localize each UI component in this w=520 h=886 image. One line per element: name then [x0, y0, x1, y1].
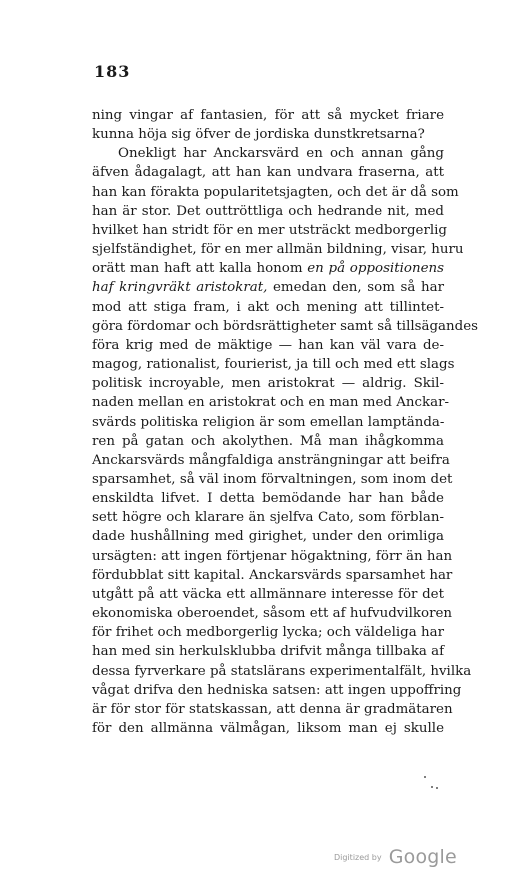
google-logo: Google [388, 846, 457, 868]
text-line: ursägten: att ingen förtjenar högaktning, förr än han [92, 548, 453, 564]
text-line: mod att stiga fram, i akt och mening att tillintet- [92, 299, 444, 315]
text-line [92, 278, 444, 297]
text-line: äfven ådagalagt, att han kan undvara fraserna, att [92, 165, 444, 181]
text-line: magog, rationalist, fourierist, ja till och med ett slags [92, 357, 455, 373]
text-line: vågat drifva den hedniska satsen: att ingen uppoffring [92, 682, 462, 698]
text-line: han med sin herkulsklubba drifvit många tillbaka af [92, 644, 445, 660]
text-line: kunna höja sig öfver de jordiska dunstkretsarna? [92, 127, 425, 143]
body-text [92, 106, 479, 738]
ink-speck [436, 787, 438, 789]
text-segment: emedan den, som så har [267, 280, 444, 296]
text-line: politisk incroyable, men aristokrat — aldrig. Skil- [92, 376, 444, 392]
text-line: sjelfständighet, för en mer allmän bildning, visar, huru [92, 242, 464, 258]
watermark-digitized-text: Digitized by [334, 852, 382, 862]
text-line: ren på gatan och akolythen. Må man ihågkomma [92, 433, 444, 449]
text-line: dessa fyrverkare på statslärans experimentalfält, hvilka [92, 663, 472, 679]
digitized-by-watermark [334, 846, 457, 868]
text-line: föra krig med de mäktige — han kan väl vara de- [92, 337, 444, 353]
text-line: utgått på att väcka ett allmännare interesse för det [92, 586, 444, 602]
text-line: svärds politiska religion är som emellan lamptända- [92, 414, 445, 430]
ink-speck [431, 786, 433, 788]
text-line: han är stor. Det outtröttliga och hedrande nit, med [92, 203, 444, 219]
text-line: dade hushållning med girighet, under den orimliga [92, 529, 444, 545]
text-line: Onekligt har Anckarsvärd en och annan gång [118, 146, 444, 162]
italic-phrase: en på oppositionens [307, 261, 444, 277]
text-line: göra fördomar och bördsrättigheter samt så tillsägandes [92, 318, 479, 334]
ink-speck [424, 776, 426, 778]
text-line: ning vingar af fantasien, för att så mycket friare [92, 108, 444, 123]
text-line: ekonomiska oberoendet, såsom ett af hufvudvilkoren [92, 606, 453, 622]
italic-phrase: haf kringvräkt aristokrat, [92, 280, 268, 296]
text-line: sparsamhet, så väl inom förvaltningen, som inom det [92, 471, 453, 487]
text-line: för frihet och medborgerlig lycka; och väldeliga har [92, 625, 444, 641]
text-line: enskildta lifvet. I detta bemödande har han både [92, 491, 444, 507]
text-line: är för stor för statskassan, att denna är gradmätaren [92, 701, 453, 717]
page-number: 183 [94, 62, 131, 81]
text-line: sett högre och klarare än sjelfva Cato, som förblan- [92, 510, 444, 526]
text-line [92, 259, 444, 278]
text-line: för den allmänna välmågan, liksom man ej skulle [92, 721, 444, 736]
text-line: fördubblat sitt kapital. Anckarsvärds sparsamhet har [92, 567, 453, 583]
text-line: hvilket han stridt för en mer utsträckt medborgerlig [92, 222, 447, 238]
text-line: Anckarsvärds mångfaldiga ansträngningar att beifra [92, 452, 450, 468]
text-line: naden mellan en aristokrat och en man med Anckar- [92, 395, 450, 411]
text-segment: orätt man haft att kalla honom [92, 261, 308, 277]
text-line: han kan förakta popularitetsjagten, och det är då som [92, 184, 459, 200]
